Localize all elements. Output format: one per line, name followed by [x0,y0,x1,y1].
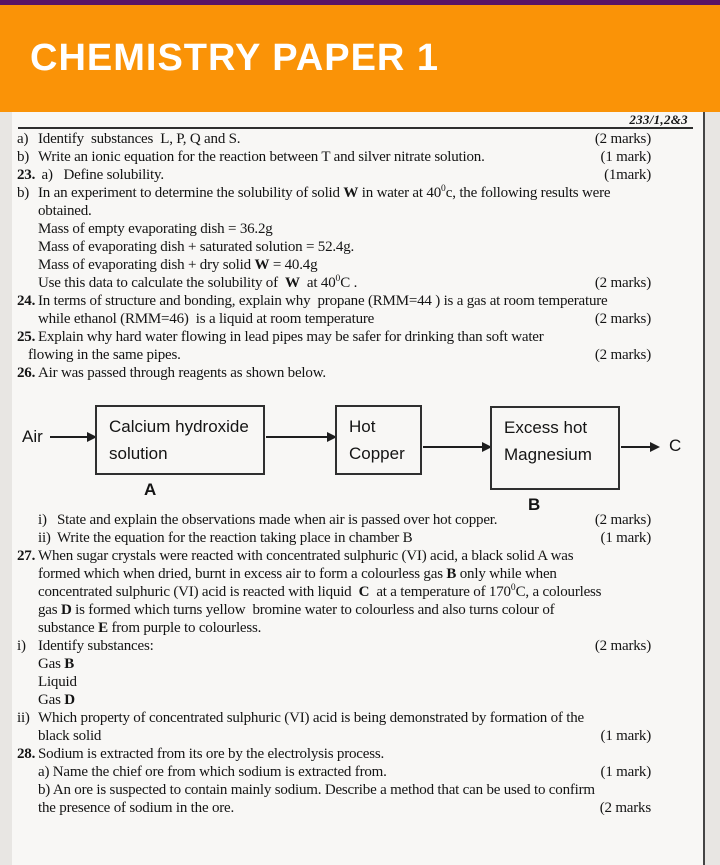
question-line [17,256,651,274]
question-marker: 23. [17,167,36,183]
question-line [17,148,651,166]
arrow-right-icon [621,446,658,448]
question-line [17,166,651,184]
question-text: In an experiment to determine the solubility of solid W in water at $40^0c$, the following results were [38,184,611,201]
question-text: Use this data to calculate the solubility of W at $40^0C$ . [38,274,358,291]
question-marker: i) [17,638,26,654]
questions-bottom [17,511,651,817]
question-line [17,511,651,529]
question-line [17,328,651,346]
marks-label: (1 mark) [600,149,651,165]
question-line [17,655,651,673]
question-text: formed which when dried, burnt in excess air to form a colourless gas B only while when [38,566,557,582]
question-text: Mass of evaporating dish + saturated solution = 52.4g. [38,239,355,255]
question-line [17,274,651,292]
question-line [17,130,651,148]
question-line [17,238,651,256]
question-line [17,202,651,220]
question-line [17,799,651,817]
question-text: Which property of concentrated sulphuric (VI) acid is being demonstrated by formation of the [38,710,584,726]
exam-paper-page [12,112,705,865]
question-line [17,781,651,799]
marks-label: (2 marks) [594,275,651,291]
question-marker: i) [38,512,47,528]
marks-label: (1mark) [604,167,651,183]
question-text: b) An ore is suspected to contain mainly sodium. Describe a method that can be used to confirm [38,782,595,798]
question-text: State and explain the observations made when air is passed over hot copper. [57,512,498,528]
question-line [17,619,651,637]
question-text: a) Name the chief ore from which sodium is extracted from. [38,764,387,780]
question-text: Identify substances: [38,638,154,654]
app-header [0,5,720,112]
diagram-box-excess-hot-magnesium [490,406,620,490]
question-line [17,220,651,238]
question-marker: a) [17,131,29,147]
question-text: Write the equation for the reaction taking place in chamber B [57,530,413,546]
diagram-box-text: solution [109,444,168,463]
question-text: a) Define solubility. [38,167,164,183]
question-marker: 27. [17,548,36,564]
question-text: flowing in the same pipes. [28,347,181,363]
question-marker: 24. [17,293,36,309]
question-text: Explain why hard water flowing in lead pipes may be safer for drinking than soft water [38,329,544,345]
diagram-box-calcium-hydroxide [95,405,265,475]
marks-label: (2 marks) [594,512,651,528]
question-text: When sugar crystals were reacted with concentrated sulphuric (VI) acid, a black solid A was [38,548,574,564]
question-line [17,691,651,709]
marks-label: (2 marks) [594,131,651,147]
question-marker: 28. [17,746,36,762]
arrow-right-icon [50,436,95,438]
question-text: Air was passed through reagents as shown below. [38,365,326,381]
question-text: substance E from purple to colourless. [38,620,262,636]
paper-content [12,129,703,817]
question-text: Gas B [38,656,75,672]
question-line [17,310,651,328]
question-text: obtained. [38,203,92,219]
paper-code-label: 233/1,2&3 [629,112,688,127]
arrow-right-icon [266,436,335,438]
marks-label: (2 marks) [594,311,651,327]
question-marker: 26. [17,365,36,381]
question-text: Gas D [38,692,75,708]
diagram-output-label: C [669,436,682,455]
diagram-air-label: Air [22,427,43,446]
question-text: Mass of evaporating dish + dry solid W = 40.4g [38,257,318,273]
question-marker: ii) [17,710,30,726]
question-text: while ethanol (RMM=46) is a liquid at room temperature [38,311,375,327]
question-text: Mass of empty evaporating dish = 36.2g [38,221,273,237]
question-line [17,529,651,547]
flow-diagram [17,382,682,514]
question-text: In terms of structure and bonding, explain why propane (RMM=44 ) is a gas at room temperature [38,293,608,309]
marks-label: (2 marks) [594,347,651,363]
question-line [17,637,651,655]
question-text: gas D is formed which turns yellow bromine water to colourless and also turns colour of [38,602,555,618]
marks-label: (2 marks [599,800,651,816]
diagram-box-text: Hot [349,417,376,436]
marks-label: (1 mark) [600,530,651,546]
question-text: concentrated sulphuric (VI) acid is reacted with liquid C at a temperature of $170^0C$, a colourless [38,583,602,600]
question-text: the presence of sodium in the ore. [38,800,235,816]
question-text: black solid [38,728,102,744]
question-line [17,727,651,745]
diagram-box-text: Excess hot [504,418,588,437]
marks-label: (1 mark) [600,728,651,744]
question-line [17,763,651,781]
question-line [17,601,651,619]
diagram-box-text: Copper [349,444,405,463]
page-title: CHEMISTRY PAPER 1 [30,37,440,79]
question-text: Sodium is extracted from its ore by the electrolysis process. [38,746,385,762]
question-line [17,364,651,382]
question-line [17,547,651,565]
question-marker: b) [17,185,30,201]
marks-label: (2 marks) [594,638,651,654]
question-line [17,709,651,727]
question-marker: 25. [17,329,36,345]
question-text: Write an ionic equation for the reaction between T and silver nitrate solution. [38,149,485,165]
diagram-box-hot-copper [335,405,422,475]
question-line [17,184,651,202]
question-marker: ii) [38,530,51,546]
marks-label: (1 mark) [600,764,651,780]
question-line [17,565,651,583]
question-text: Liquid [38,674,77,690]
diagram-box-text: Calcium hydroxide [109,417,249,436]
question-line [17,292,651,310]
document-viewport [0,112,720,865]
arrow-right-icon [423,446,490,448]
question-line [17,346,651,364]
questions-top [17,130,651,382]
question-text: Identify substances L, P, Q and S. [38,131,241,147]
question-marker: b) [17,149,30,165]
diagram-label-b: B [528,495,541,514]
question-line [17,583,651,601]
diagram-label-a: A [144,480,157,499]
question-line [17,745,651,763]
diagram-box-text: Magnesium [504,445,592,464]
question-line [17,673,651,691]
